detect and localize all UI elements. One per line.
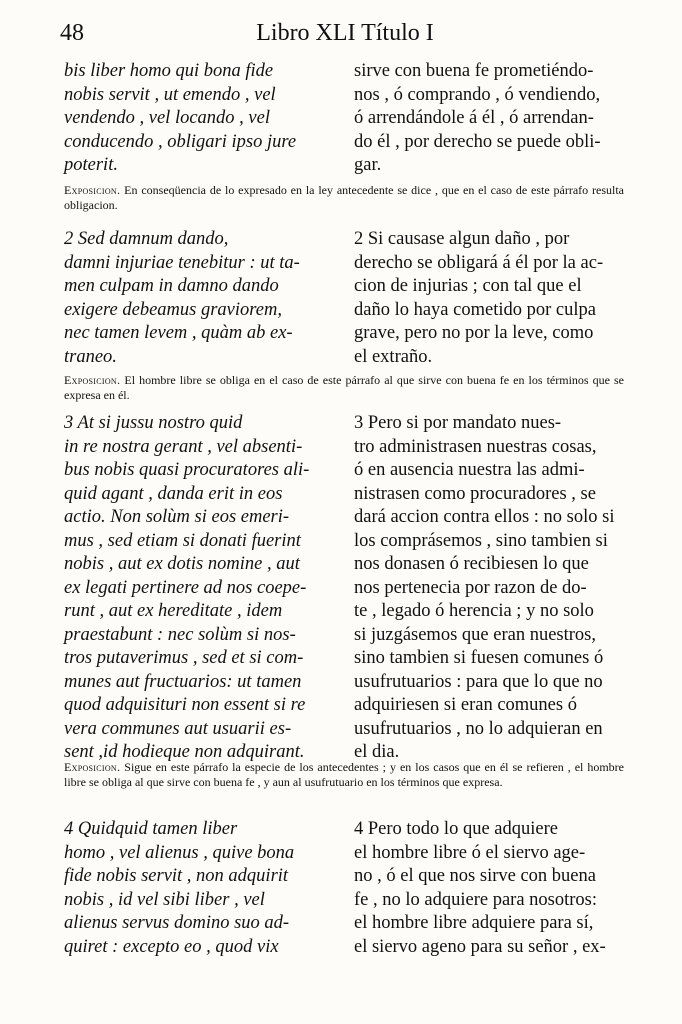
latin-text: 2 Sed damnum dando, damni injuriae tenebitur : ut ta- men culpam in damno dando exigere debeamus graviorem, nec tamen levem , quàm ab ex- traneo. <box>64 229 300 367</box>
exposicion-body: El hombre libre se obliga en el caso de este párrafo al que sirve con buena fe en los términos que se expresa en él. <box>64 373 625 402</box>
exposicion-label: Exposicion. <box>64 183 121 197</box>
running-title: Libro XLI Título I <box>256 20 434 46</box>
exposicion-label: Exposicion. <box>64 373 121 387</box>
exposicion-text <box>64 183 624 213</box>
exposicion-body: Sigue en este párrafo la especie de los antecedentes ; y en los casos que en él se refieren , el hombre libre se obliga al que sirve con buena fe , y aun al usufrutuario en los términos que expresa. <box>64 760 624 789</box>
spanish-text: sirve con buena fe prometiéndo- nos , ó comprando , ó vendiendo, ó arrendándole á él , ó arrendan- do él , por derecho se puede obli- gar. <box>354 61 601 175</box>
exposicion-text <box>64 373 624 403</box>
exposicion-body: En conseqüencia de lo expresado en la ley antecedente se dice , que en el caso de este párrafo resulta obligacion. <box>64 183 625 212</box>
spanish-text: 3 Pero si por mandato nues- tro administrasen nuestras cosas, ó en ausencia nuestra las admi- nistrasen como procuradores , se dará accion contra ellos : no solo si los comprásemos , sino tambien si nos donasen ó recibiesen lo que nos pertenecia por razon de do- te , legado ó herencia ; y no solo si juzgásemos que eran nuestros, sino tambien si fuesen comunes ó usufrutuarios : para que lo que no adquiriesen si eran comunes ó usufrutuarios , no lo adquieran en el dia. <box>354 413 615 762</box>
latin-text: 4 Quidquid tamen liber homo , vel alienus , quive bona fide nobis servit , non adquirit nobis , id vel sibi liber , vel alienus servus domino suo ad- quiret : excepto eo , quod vix <box>64 819 295 957</box>
page-header <box>60 20 630 54</box>
spanish-text: 4 Pero todo lo que adquiere el hombre libre ó el siervo age- no , ó el que nos sirve con buena fe , no lo adquiere para nosotros: el hombre libre adquiere para sí, el siervo ageno para su señor , ex- <box>354 819 606 957</box>
exposicion-label: Exposicion. <box>64 760 121 774</box>
spanish-text: 2 Si causase algun daño , por derecho se obligará á él por la ac- cion de injurias ; con tal que el daño lo haya cometido por culpa grave, pero no por la leve, como el extraño. <box>354 229 604 367</box>
exposicion-text <box>64 760 624 790</box>
latin-text: bis liber homo qui bona fide nobis servit , ut emendo , vel vendendo , vel locando , vel conducendo , obligari ipso jure poterit. <box>64 61 297 175</box>
page-number: 48 <box>60 20 84 46</box>
latin-text: 3 At si jussu nostro quid in re nostra gerant , vel absenti- bus nobis quasi procuratores ali- quid agant , danda erit in eos actio. Non solùm si eos emeri- mus , sed etiam si donati fuerint nobis , aut ex dotis nomine , aut ex legati pertinere ad nos coepe- runt , aut ex hereditate , idem praestabunt : nec solùm si nos- tros putaverimus , sed et si com- munes aut fructuarios: ut tamen quod adquisituri non essent si re vera communes aut usuarii es- sent ,id hodieque non adquirant. <box>64 413 310 762</box>
